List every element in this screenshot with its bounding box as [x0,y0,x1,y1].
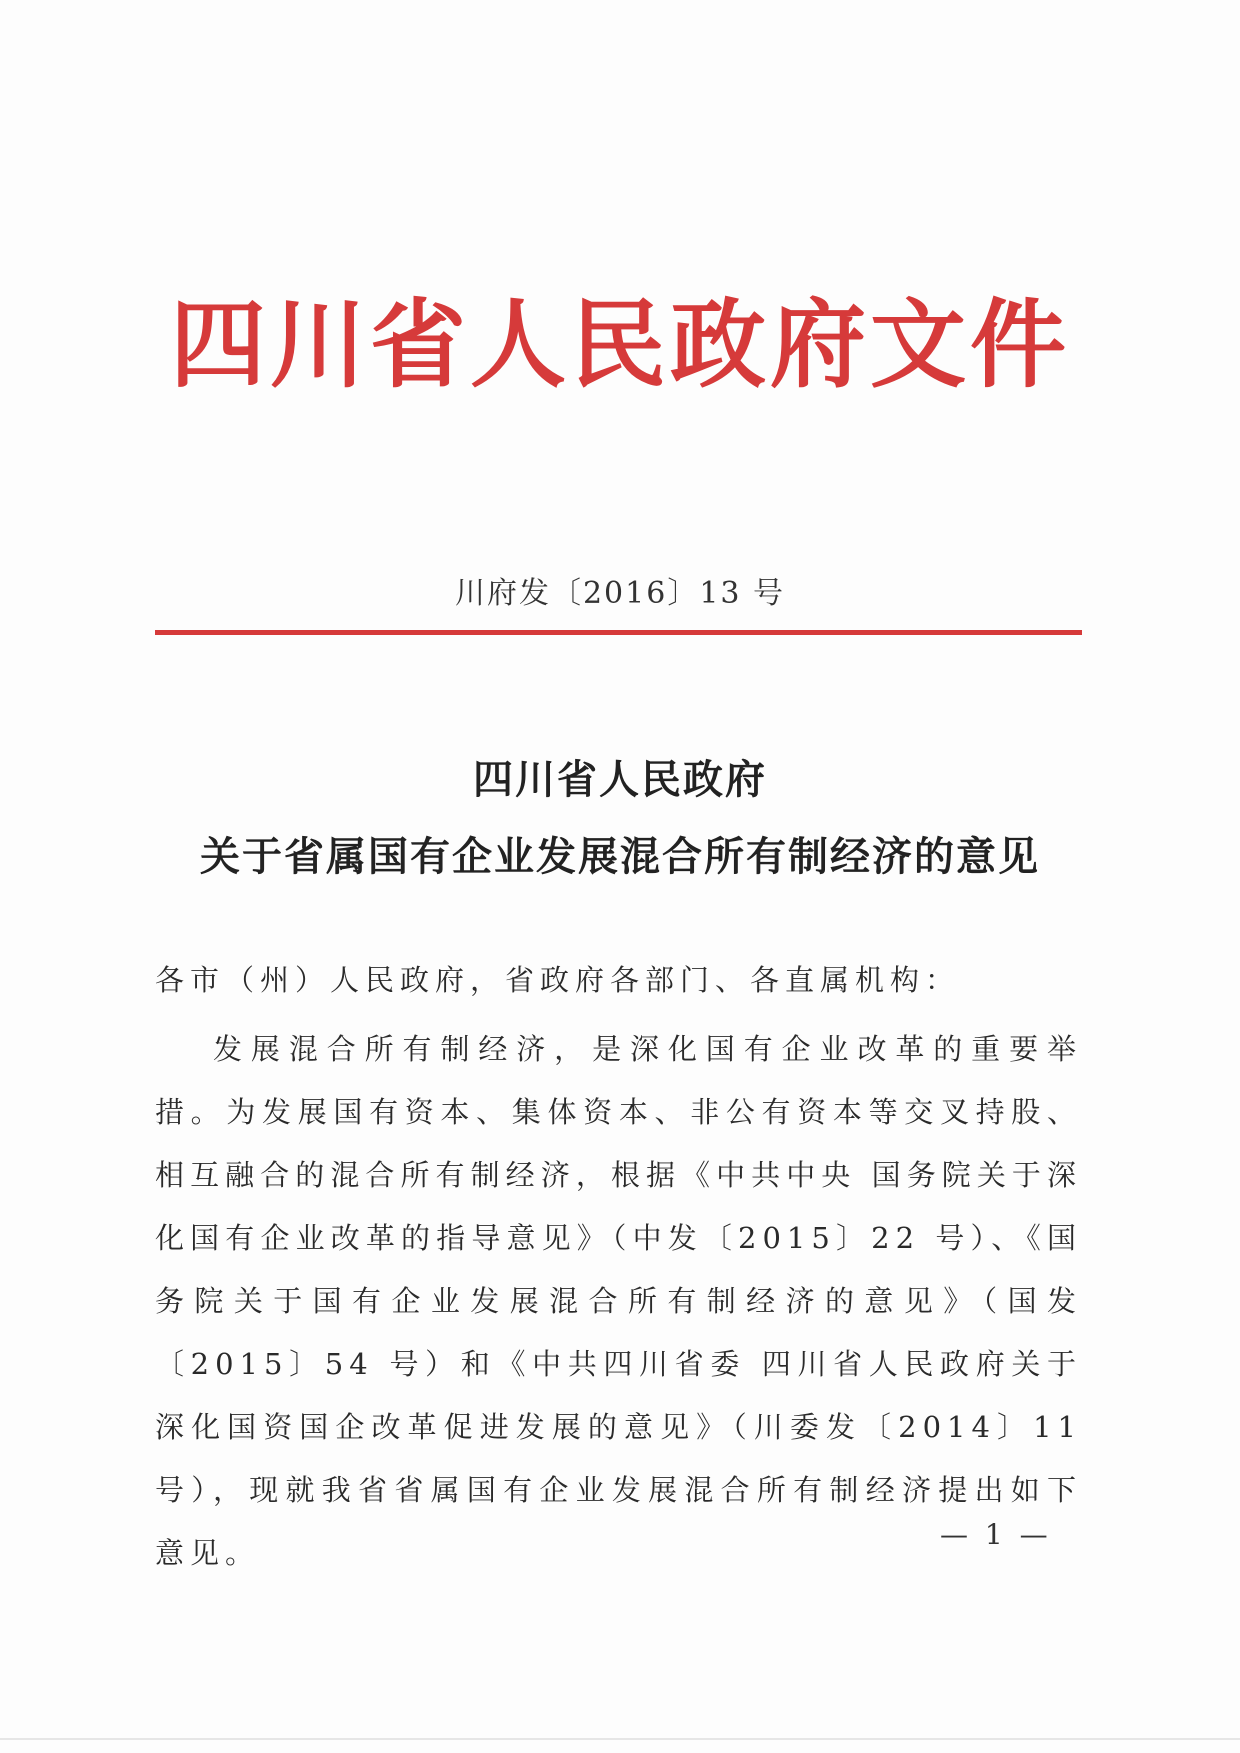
document-title-line1: 四川省人民政府 [473,756,767,803]
red-header-title: 四川省人民政府文件 [170,288,1070,401]
scan-edge-line [0,1738,1240,1740]
body-paragraph: 发展混合所有制经济，是深化国有企业改革的重要举措。为发展国有资本、集体资本、非公有资本等交叉持股、相互融合的混合所有制经济，根据《中共中央 国务院关于深化国有企业改革的指导意见》（中发〔2015〕22 号）、《国务院关于国有企业发展混合所有制经济的意见》（国发〔2015〕54 号）和《中共四川省委 四川省人民政府关于深化国资国企改革促进发展的意见》（川委发〔2014〕11 号），现就我省省属国有企业发展混合所有制经济提出如下意见。 [155,1032,1082,1570]
red-divider-line [155,630,1082,635]
document-number: 川府发〔2016〕13 号 [454,576,786,611]
document-title-line2: 关于省属国有企业发展混合所有制经济的意见 [200,833,1040,880]
salutation: 各市（州）人民政府，省政府各部门、各直属机构： [155,963,961,997]
page-number: — 1 — [940,1518,1052,1551]
